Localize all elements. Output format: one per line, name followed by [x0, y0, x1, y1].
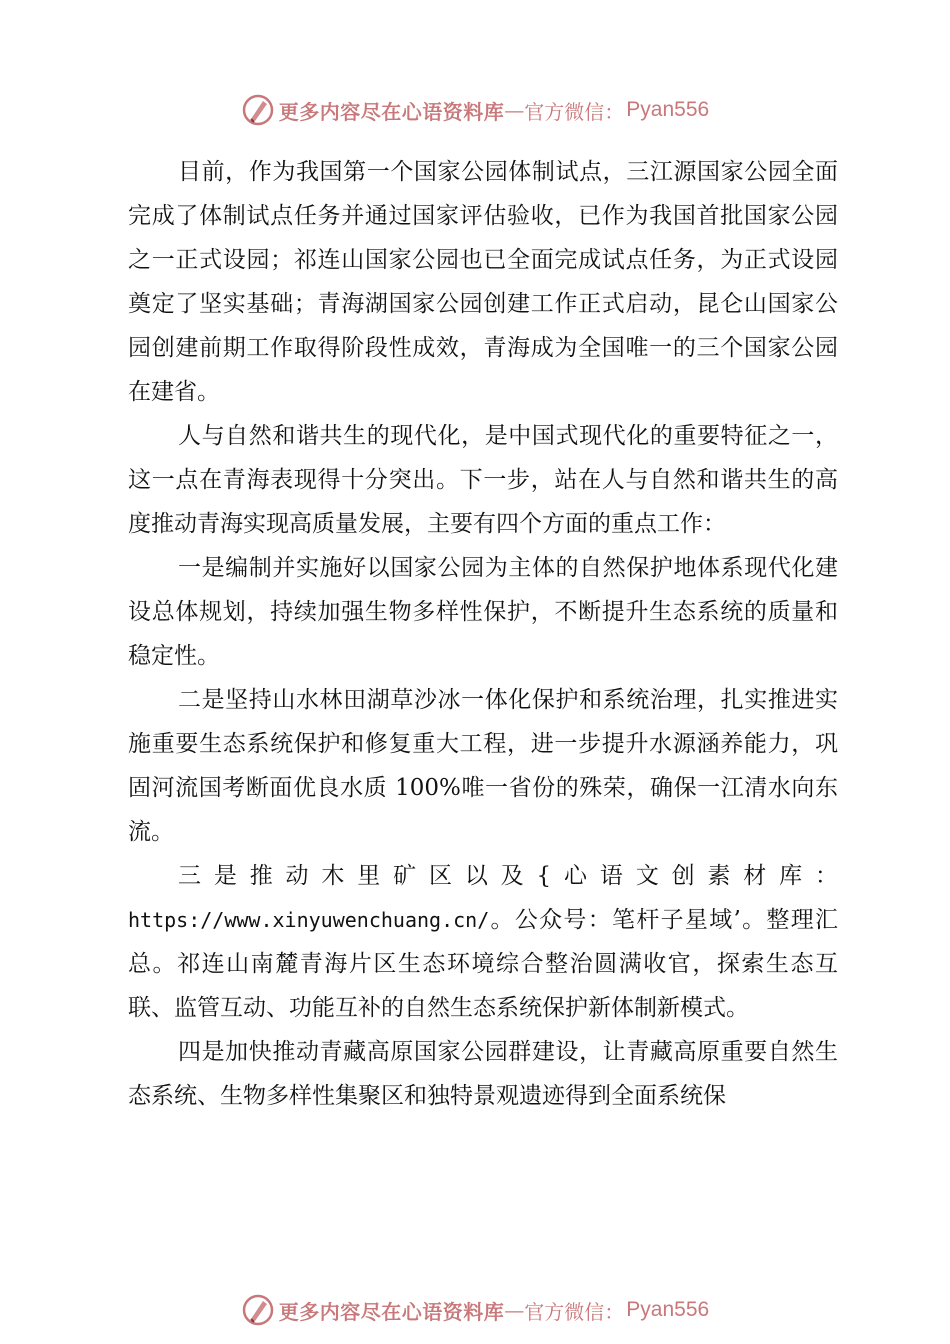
- paragraph: 二是坚持山水林田湖草沙冰一体化保护和系统治理，扎实推进实施重要生态系统保护和修复重大工程，进一步提升水源涵养能力，巩固河流国考断面优良水质 100%唯一省份的殊荣，确保一江清水向东流。: [128, 687, 838, 845]
- banner-wechat-id: Pyan556: [626, 98, 710, 121]
- banner-wechat-id: Pyan556: [626, 1298, 710, 1321]
- pen-logo-icon: [241, 93, 275, 127]
- paragraph-with-link: [128, 854, 838, 1030]
- paragraph: 目前，作为我国第一个国家公园体制试点，三江源国家公园全面完成了体制试点任务并通过国家评估验收，已作为我国首批国家公园之一正式设园；祁连山国家公园也已全面完成试点任务，为正式设园奠定了坚实基础；青海湖国家公园创建工作正式启动，昆仑山国家公园创建前期工作取得阶段性成效，青海成为全国唯一的三个国家公园在建省。: [128, 159, 838, 405]
- paragraph-middle: 。公众号：笔杆子星域’。整理汇总。: [128, 907, 838, 977]
- paragraph: 人与自然和谐共生的现代化，是中国式现代化的重要特征之一，这一点在青海表现得十分突出。下一步，站在人与自然和谐共生的高度推动青海实现高质量发展，主要有四个方面的重点工作：: [128, 423, 838, 537]
- banner-dash: —: [504, 1298, 525, 1322]
- banner-dash: —: [504, 98, 525, 122]
- paragraph-prefix: 三是推动木里矿区以及{心语文创素材库：: [178, 863, 838, 889]
- banner-wechat-label: 官方微信：: [524, 99, 625, 124]
- source-url: https://www.xinyuwenchuang.cn/: [128, 908, 490, 932]
- header-banner: [0, 90, 950, 130]
- banner-title: 更多内容尽在心语资料库: [278, 99, 505, 124]
- paragraph: 一是编制并实施好以国家公园为主体的自然保护地体系现代化建设总体规划，持续加强生物多样性保护，不断提升生态系统的质量和稳定性。: [128, 555, 838, 669]
- paragraph: 四是加快推动青藏高原国家公园群建设，让青藏高原重要自然生态系统、生物多样性集聚区和独特景观遗迹得到全面系统保: [128, 1039, 838, 1109]
- document-body: [128, 150, 838, 1118]
- banner-title: 更多内容尽在心语资料库: [278, 1299, 505, 1324]
- footer-banner: [0, 1290, 950, 1330]
- banner-wechat-label: 官方微信：: [524, 1299, 625, 1324]
- pen-logo-icon: [241, 1293, 275, 1327]
- paragraph-suffix: 祁连山南麓青海片区生态环境综合整治圆满收官，探索生态互联、监管互动、功能互补的自然生态系统保护新体制新模式。: [128, 951, 839, 1021]
